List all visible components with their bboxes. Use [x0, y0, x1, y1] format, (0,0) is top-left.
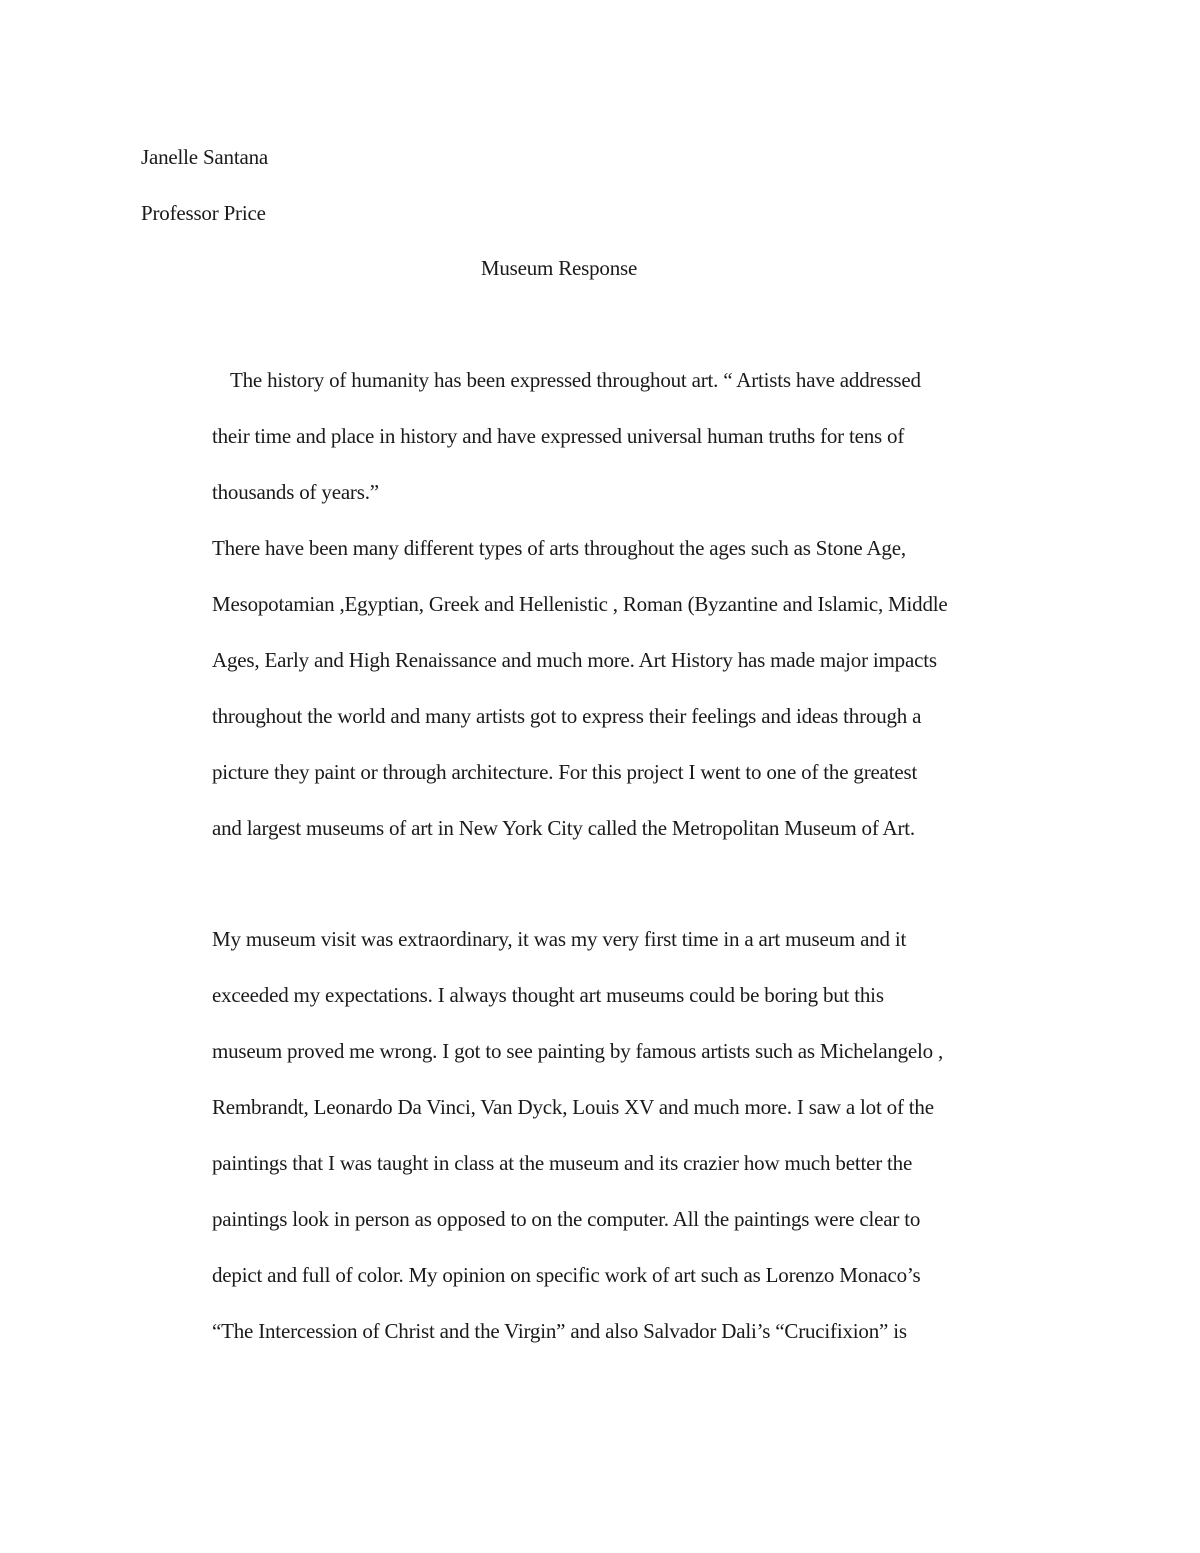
paragraph-line: There have been many different types of arts throughout the ages such as Stone Age,	[212, 536, 906, 560]
instructor-name: Professor Price	[141, 201, 266, 225]
paragraph-line: depict and full of color. My opinion on specific work of art such as Lorenzo Monaco’s	[212, 1263, 921, 1287]
document-title: Museum Response	[480, 256, 638, 280]
paragraph-line: their time and place in history and have expressed universal human truths for tens of	[212, 424, 905, 448]
paragraph-line: My museum visit was extraordinary, it was my very first time in a art museum and it	[212, 927, 907, 951]
paragraph-line: “The Intercession of Christ and the Virgin” and also Salvador Dali’s “Crucifixion” is	[212, 1319, 907, 1343]
paragraph-line: picture they paint or through architecture. For this project I went to one of the greatest	[212, 760, 918, 784]
paragraph-line: paintings that I was taught in class at the museum and its crazier how much better the	[212, 1151, 913, 1175]
paragraph-line: Rembrandt, Leonardo Da Vinci, Van Dyck, Louis XV and much more. I saw a lot of the	[212, 1095, 934, 1119]
paragraph-line: Ages, Early and High Renaissance and much more. Art History has made major impacts	[212, 648, 937, 672]
paragraph-line: museum proved me wrong. I got to see painting by famous artists such as Michelangelo ,	[212, 1039, 944, 1063]
paragraph-line: Mesopotamian ,Egyptian, Greek and Hellenistic , Roman (Byzantine and Islamic, Middle	[212, 592, 948, 616]
paragraph-line: throughout the world and many artists got to express their feelings and ideas through a	[212, 704, 922, 728]
paragraph-line: and largest museums of art in New York City called the Metropolitan Museum of Art.	[212, 816, 915, 840]
paragraph-line: The history of humanity has been expressed throughout art. “ Artists have addressed	[230, 368, 921, 392]
paragraph-line: thousands of years.”	[212, 480, 379, 504]
paragraph-line: paintings look in person as opposed to on the computer. All the paintings were clear to	[212, 1207, 921, 1231]
author-name: Janelle Santana	[141, 145, 269, 169]
paragraph-line: exceeded my expectations. I always thought art museums could be boring but this	[212, 983, 884, 1007]
